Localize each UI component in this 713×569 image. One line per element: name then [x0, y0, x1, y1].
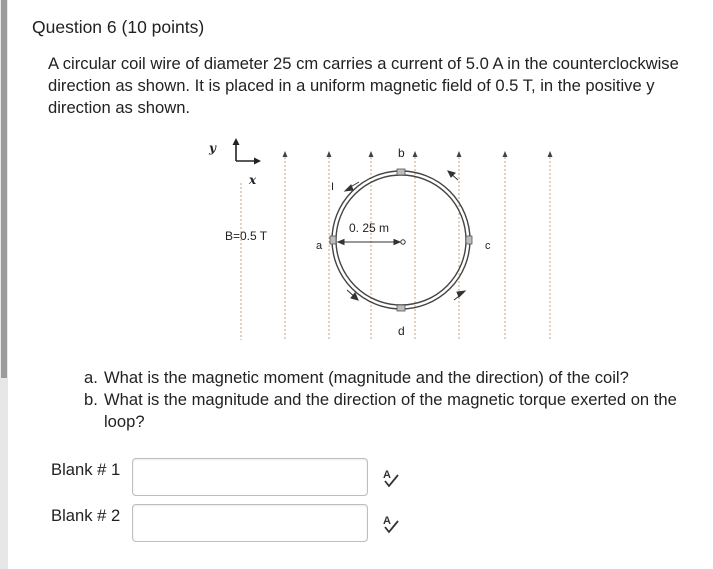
- spellcheck-icon[interactable]: [380, 513, 402, 535]
- svg-text:A: A: [383, 515, 391, 527]
- current-label: I: [331, 181, 335, 193]
- field-arrowheads: [283, 151, 553, 157]
- point-b-label: b: [398, 146, 405, 160]
- point-d-label: d: [398, 324, 405, 338]
- blank-2-input[interactable]: [132, 504, 368, 542]
- blank-2-label: Blank # 2: [51, 506, 121, 525]
- blank-1-input[interactable]: [132, 458, 368, 496]
- radius-arrow: [338, 240, 405, 245]
- field-label: B=0.5 T: [225, 229, 268, 243]
- question-points: (10 points): [121, 17, 205, 37]
- scrollbar[interactable]: [0, 0, 8, 569]
- svg-text:A: A: [383, 469, 391, 481]
- current-arrows: [345, 171, 465, 300]
- blank-1-label: Blank # 1: [51, 460, 121, 479]
- sub-question-a: [84, 367, 709, 389]
- radius-label: 0. 25 m: [349, 221, 390, 235]
- sub-question-b: [84, 389, 709, 433]
- sub-question-letter: a.: [84, 368, 98, 387]
- field-lines: [241, 157, 550, 340]
- coil-diagram: [195, 135, 575, 345]
- sub-question-letter: b.: [84, 390, 98, 409]
- sub-question-list: [84, 367, 709, 433]
- axis-y-label: y: [209, 141, 216, 155]
- scrollbar-thumb[interactable]: [1, 0, 7, 378]
- question-title: [32, 17, 204, 38]
- question-text: A circular coil wire of diameter 25 cm carries a current of 5.0 A in the counterclockwise direction as shown. It is placed in a uniform magnetic field of 0.5 T, in the positive y direction as shown.: [48, 54, 679, 117]
- sub-question-text: What is the magnitude and the direction of the magnetic torque exerted on the loop?: [104, 390, 677, 431]
- point-c-label: c: [485, 240, 491, 252]
- spellcheck-icon[interactable]: [380, 467, 402, 489]
- coil: [332, 171, 470, 309]
- question-number: Question 6: [32, 17, 117, 37]
- sub-question-text: What is the magnetic moment (magnitude and the direction) of the coil?: [104, 368, 629, 387]
- axis-x-label: x: [249, 173, 257, 187]
- axes-icon: [233, 138, 262, 165]
- point-a-label: a: [316, 240, 323, 252]
